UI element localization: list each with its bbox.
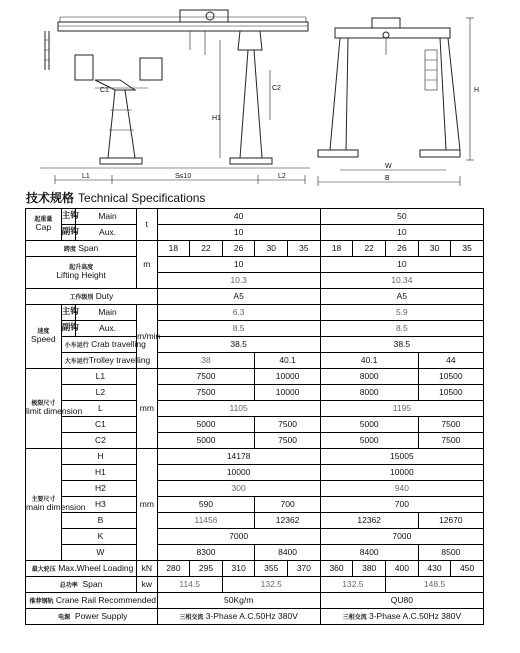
table-cell: 10 [157,225,320,241]
table-cell: mm [137,369,157,449]
table-cell: 380 [353,561,386,577]
table-row [26,353,484,369]
table-cell: 5000 [320,417,418,433]
table-cell: 10000 [157,465,320,481]
cat-cap: 起重量 Cap [26,209,62,241]
table-cell: B [61,513,136,529]
table-cell: 7000 [157,529,320,545]
table-row [26,481,484,497]
table-cell: Aux. [75,225,136,241]
table-cell: C2 [61,433,136,449]
table-cell: 主钩 [61,209,75,225]
table-cell: 22 [190,241,223,257]
table-cell: 7500 [255,417,320,433]
cat-lifting: 起升高度 Lifting Height [26,257,137,289]
table-cell: 8400 [255,545,320,561]
table-cell: 三相交流 3-Phase A.C.50Hz 380V [157,609,320,625]
table-cell: 35 [288,241,321,257]
table-cell: 总功率 Span [26,577,137,593]
table-cell: 小车运行 Crab travelling [61,337,136,353]
table-cell: 1105 [157,401,320,417]
table-row [26,577,484,593]
table-cell: 工作级别 Duty [26,289,158,305]
table-cell: H1 [61,465,136,481]
table-row [26,401,484,417]
table-cell: 450 [451,561,484,577]
table-cell: 副钩 [61,225,75,241]
label-s: S≤10 [175,173,192,180]
table-cell: H3 [61,497,136,513]
table-cell: t [137,209,157,241]
table-cell: 最大轮压 Max.Wheel Loading [26,561,137,577]
table-cell: 8500 [418,545,483,561]
table-cell: 11456 [157,513,255,529]
table-row [26,209,484,225]
table-row [26,289,484,305]
table-cell: 推荐钢轨 Crane Rail Recommended [26,593,158,609]
table-cell: 5.9 [320,305,483,321]
table-cell: 10.3 [157,273,320,289]
table-cell: 12362 [320,513,418,529]
table-cell: 30 [255,241,288,257]
table-cell: 副钩 [61,321,75,337]
table-cell: 10 [320,225,483,241]
table-row [26,513,484,529]
table-cell: 10500 [418,369,483,385]
table-cell: 360 [320,561,353,577]
table-cell: 50 [320,209,483,225]
table-cell: 940 [320,481,483,497]
table-cell: 7500 [157,369,255,385]
table-cell: 30 [418,241,451,257]
table-cell: mm [137,449,157,561]
table-cell: QU80 [320,593,483,609]
table-cell: W [61,545,136,561]
table-cell: 50Kg/m [157,593,320,609]
heading-en: Technical Specifications [78,191,206,205]
table-row [26,337,484,353]
table-cell: 132.5 [320,577,385,593]
label-l2: L2 [278,173,286,180]
table-cell: 大车运行Trolley travelling [61,353,136,369]
table-cell: 700 [255,497,320,513]
table-row [26,241,484,257]
table-cell: 8.5 [157,321,320,337]
label-b: B [385,175,390,182]
table-cell: 7500 [418,433,483,449]
table-row [26,417,484,433]
table-row [26,225,484,241]
table-cell: 26 [222,241,255,257]
table-row [26,609,484,625]
table-cell: 38 [157,353,255,369]
table-cell: 590 [157,497,255,513]
label-c1: C1 [100,87,109,94]
table-cell: C1 [61,417,136,433]
table-cell: 300 [157,481,320,497]
table-cell: 35 [451,241,484,257]
table-row [26,369,484,385]
table-cell: 1195 [320,401,483,417]
table-cell: 15005 [320,449,483,465]
table-row [26,545,484,561]
table-cell: 114.5 [157,577,222,593]
table-cell: 7500 [418,417,483,433]
table-cell: 44 [418,353,483,369]
table-cell: 电源 Power Supply [26,609,158,625]
front-view [40,10,310,184]
table-cell: 18 [157,241,190,257]
table-cell: 14178 [157,449,320,465]
table-cell: 310 [222,561,255,577]
table-cell: 430 [418,561,451,577]
cat-main-dimension: 主要尺寸 main dimension [26,449,62,561]
table-cell: L [61,401,136,417]
table-cell: 700 [320,497,483,513]
table-cell: 10000 [255,385,320,401]
table-cell: Main [75,305,136,321]
table-cell: 跨度 Span [26,241,137,257]
label-h1: H1 [212,115,221,122]
table-cell: 26 [386,241,419,257]
table-cell: 10 [320,257,483,273]
table-cell: 22 [353,241,386,257]
table-cell: 12670 [418,513,483,529]
section-heading [26,189,205,206]
table-cell: 148.5 [386,577,484,593]
table-cell: H [61,449,136,465]
crane-drawing [0,0,520,188]
table-cell: 10000 [320,465,483,481]
table-row [26,593,484,609]
cat-speed: 速度 Speed [26,305,62,369]
table-cell: 18 [320,241,353,257]
label-l1: L1 [82,173,90,180]
heading-zh: 技术规格 [26,191,75,205]
table-cell: 主钩 [61,305,75,321]
table-cell: 5000 [157,433,255,449]
table-cell: 8300 [157,545,255,561]
table-row [26,305,484,321]
table-cell: 8000 [320,385,418,401]
table-row [26,385,484,401]
table-cell: 38.5 [157,337,320,353]
table-cell: 295 [190,561,223,577]
table-cell: 38.5 [320,337,483,353]
table-cell: 12362 [255,513,320,529]
cat-limit: 极限尺寸 limit dimension [26,369,62,449]
table-cell: 10500 [418,385,483,401]
table-cell: H2 [61,481,136,497]
table-row [26,529,484,545]
table-cell: A5 [157,289,320,305]
table-cell: kw [137,577,157,593]
table-cell: Aux. [75,321,136,337]
table-cell: m/min [137,305,157,369]
table-cell: L2 [61,385,136,401]
table-cell: 7500 [255,433,320,449]
table-cell: 8000 [320,369,418,385]
table-cell: 40.1 [255,353,320,369]
table-cell: Main [75,209,136,225]
label-w: W [385,163,392,170]
table-cell: 40.1 [320,353,418,369]
table-cell: 7000 [320,529,483,545]
label-h: H [474,87,480,94]
table-row [26,321,484,337]
table-cell: L1 [61,369,136,385]
table-row [26,257,484,273]
table-row [26,465,484,481]
spec-table [25,208,484,625]
table-cell: A5 [320,289,483,305]
table-cell: m [137,241,157,289]
table-cell: 8400 [320,545,418,561]
table-cell: 40 [157,209,320,225]
table-row [26,497,484,513]
table-cell: 5000 [320,433,418,449]
table-cell: 7500 [157,385,255,401]
table-cell: 三相交流 3-Phase A.C.50Hz 380V [320,609,483,625]
table-cell: 370 [288,561,321,577]
table-cell: 280 [157,561,190,577]
table-row [26,561,484,577]
table-row [26,449,484,465]
table-cell: 10000 [255,369,320,385]
table-cell: 6.3 [157,305,320,321]
table-row [26,433,484,449]
table-cell: 132.5 [222,577,320,593]
table-cell: 10 [157,257,320,273]
label-c2: C2 [272,85,281,92]
table-cell: 5000 [157,417,255,433]
side-view [318,18,479,186]
table-cell: kN [137,561,157,577]
table-cell: 355 [255,561,288,577]
table-cell: 8.5 [320,321,483,337]
table-cell: 10.34 [320,273,483,289]
table-cell: K [61,529,136,545]
table-cell: 400 [386,561,419,577]
